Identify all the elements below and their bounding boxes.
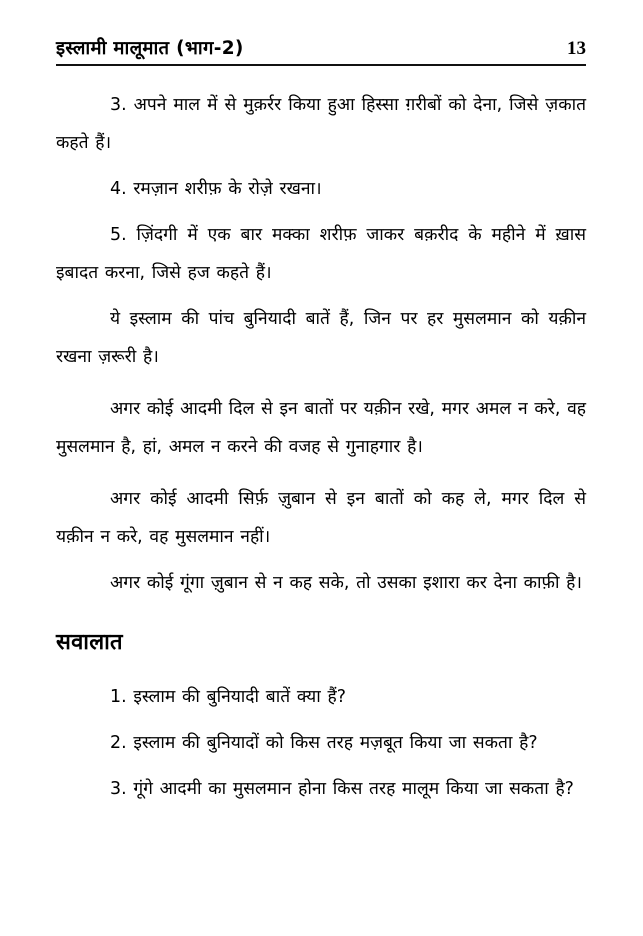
list-item-4: 4. रमज़ान शरीफ़ के रोज़े रखना। — [110, 179, 322, 199]
header-row — [56, 38, 586, 61]
question-item-3: 3. गूंगे आदमी का मुसलमान होना किस तरह मालूम किया जा सकता है? — [110, 779, 574, 799]
page-number: 13 — [567, 38, 586, 59]
spacer — [56, 292, 586, 300]
paragraph-belief-without-action: अगर कोई आदमी दिल से इन बातों पर यक़ीन रखे, मगर अमल न करे, वह मुसलमान है, हां, अमल न करने की वजह से गुनाहगार है। — [56, 399, 586, 457]
spacer — [56, 162, 586, 170]
spacer — [56, 602, 586, 628]
spacer — [56, 376, 586, 390]
spacer — [56, 658, 586, 678]
spacer — [56, 556, 586, 564]
list-item-5: 5. ज़िंदगी में एक बार मक्का शरीफ़ जाकर बक़रीद के महीने में ख़ास इबादत करना, जिसे हज कहते हैं। — [56, 225, 586, 283]
book-title: इस्लामी मालूमात (भाग-2) — [56, 38, 244, 59]
question-item-2: 2. इस्लाम की बुनियादों को किस तरह मज़बूत किया जा सकता है? — [110, 733, 538, 753]
paragraph-five-pillars-summary: ये इस्लाम की पांच बुनियादी बातें हैं, जिन पर हर मुसलमान को यक़ीन रखना ज़रूरी है। — [56, 309, 586, 367]
header-divider-rule — [56, 64, 586, 66]
question-item-1: 1. इस्लाम की बुनियादी बातें क्या हैं? — [110, 687, 346, 707]
spacer — [56, 208, 586, 216]
page-header — [56, 38, 586, 66]
paragraph-words-without-belief: अगर कोई आदमी सिर्फ़ ज़ुबान से इन बातों को कह ले, मगर दिल से यक़ीन न करे, वह मुसलमान नहीं। — [56, 489, 586, 547]
questions-section-heading: सवालात — [56, 630, 123, 655]
list-item-3: 3. अपने माल में से मुक़र्रर किया हुआ हिस्सा ग़रीबों को देना, जिसे ज़कात कहते हैं। — [56, 95, 586, 153]
spacer — [56, 762, 586, 770]
body-text-column — [56, 86, 586, 808]
paragraph-mute-person-gesture: अगर कोई गूंगा ज़ुबान से न कह सके, तो उसका इशारा कर देना काफ़ी है। — [110, 573, 583, 593]
spacer — [56, 716, 586, 724]
spacer — [56, 466, 586, 480]
